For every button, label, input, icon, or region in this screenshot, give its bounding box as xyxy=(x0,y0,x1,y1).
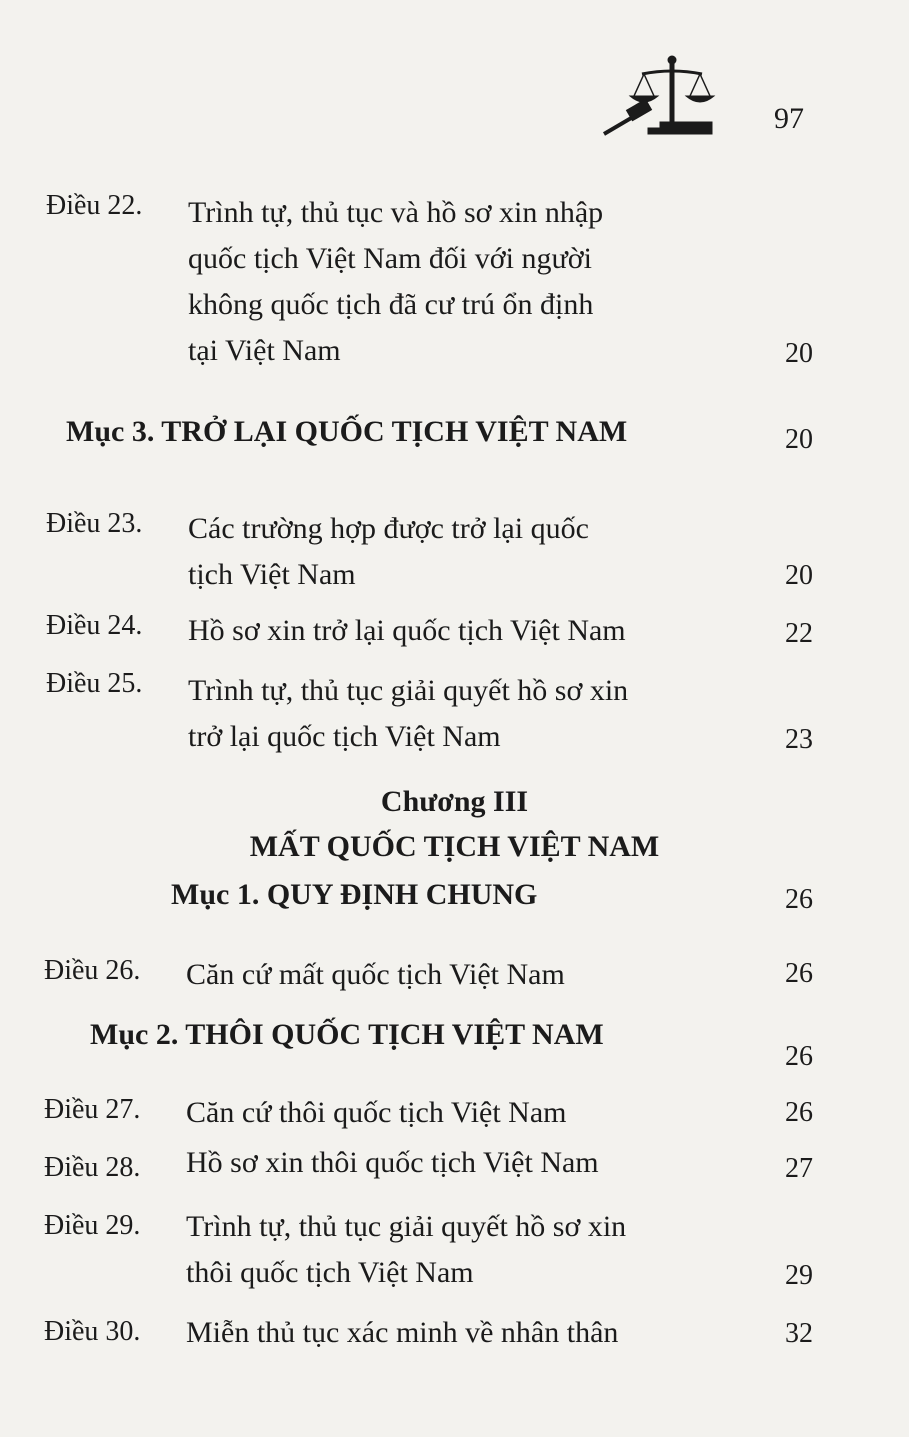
page-ref: 26 xyxy=(785,884,813,915)
section-heading: Mục 2. THÔI QUỐC TỊCH VIỆT NAM xyxy=(90,1018,604,1051)
title-line: Trình tự, thủ tục giải quyết hồ sơ xin xyxy=(188,674,629,707)
title-line: quốc tịch Việt Nam đối với người xyxy=(188,242,592,275)
article-label: Điều 30. xyxy=(44,1316,141,1347)
title-line: Căn cứ mất quốc tịch Việt Nam xyxy=(186,958,565,991)
section-heading: Mục 3. TRỞ LẠI QUỐC TỊCH VIỆT NAM xyxy=(66,415,628,448)
page-ref: 23 xyxy=(785,724,813,755)
article-title xyxy=(186,1090,746,1136)
article-title xyxy=(188,608,748,654)
title-line: thôi quốc tịch Việt Nam xyxy=(186,1256,474,1289)
article-label: Điều 23. xyxy=(46,508,143,539)
title-line: Miễn thủ tục xác minh về nhân thân xyxy=(186,1316,619,1349)
title-line: Hồ sơ xin thôi quốc tịch Việt Nam xyxy=(186,1146,599,1179)
article-title xyxy=(188,190,748,374)
article-label: Điều 29. xyxy=(44,1210,141,1241)
article-title xyxy=(186,1310,746,1356)
title-line: tịch Việt Nam xyxy=(188,558,356,591)
page-ref: 32 xyxy=(785,1318,813,1349)
page-ref: 26 xyxy=(785,1097,813,1128)
article-title xyxy=(186,1140,746,1186)
page-ref: 29 xyxy=(785,1260,813,1291)
article-title xyxy=(186,952,746,998)
title-line: không quốc tịch đã cư trú ổn định xyxy=(188,288,594,321)
title-line: Trình tự, thủ tục và hồ sơ xin nhập xyxy=(188,196,604,229)
section-heading: Mục 1. QUY ĐỊNH CHUNG xyxy=(171,878,538,911)
page-ref: 26 xyxy=(785,958,813,989)
page-ref: 20 xyxy=(785,560,813,591)
title-line: tại Việt Nam xyxy=(188,334,341,367)
article-label: Điều 28. xyxy=(44,1152,141,1183)
scales-and-gavel-icon xyxy=(598,52,748,142)
article-label: Điều 22. xyxy=(46,190,143,221)
title-line: Các trường hợp được trở lại quốc xyxy=(188,512,589,545)
article-label: Điều 25. xyxy=(46,668,143,699)
title-line: Căn cứ thôi quốc tịch Việt Nam xyxy=(186,1096,567,1129)
article-label: Điều 26. xyxy=(44,955,141,986)
page-number: 97 xyxy=(774,102,804,135)
chapter-label: Chương III xyxy=(380,785,529,818)
page-ref: 20 xyxy=(785,424,813,455)
article-title xyxy=(188,668,748,760)
title-line: Hồ sơ xin trở lại quốc tịch Việt Nam xyxy=(188,614,626,647)
article-label: Điều 27. xyxy=(44,1094,141,1125)
chapter-title: MẤT QUỐC TỊCH VIỆT NAM xyxy=(249,830,660,863)
article-label: Điều 24. xyxy=(46,610,143,641)
page-ref: 20 xyxy=(785,338,813,369)
article-title xyxy=(188,506,748,598)
article-title xyxy=(186,1204,746,1296)
page-ref: 22 xyxy=(785,618,813,649)
page-ref: 27 xyxy=(785,1153,813,1184)
title-line: trở lại quốc tịch Việt Nam xyxy=(188,720,501,753)
title-line: Trình tự, thủ tục giải quyết hồ sơ xin xyxy=(186,1210,627,1243)
page-ref: 26 xyxy=(785,1041,813,1072)
